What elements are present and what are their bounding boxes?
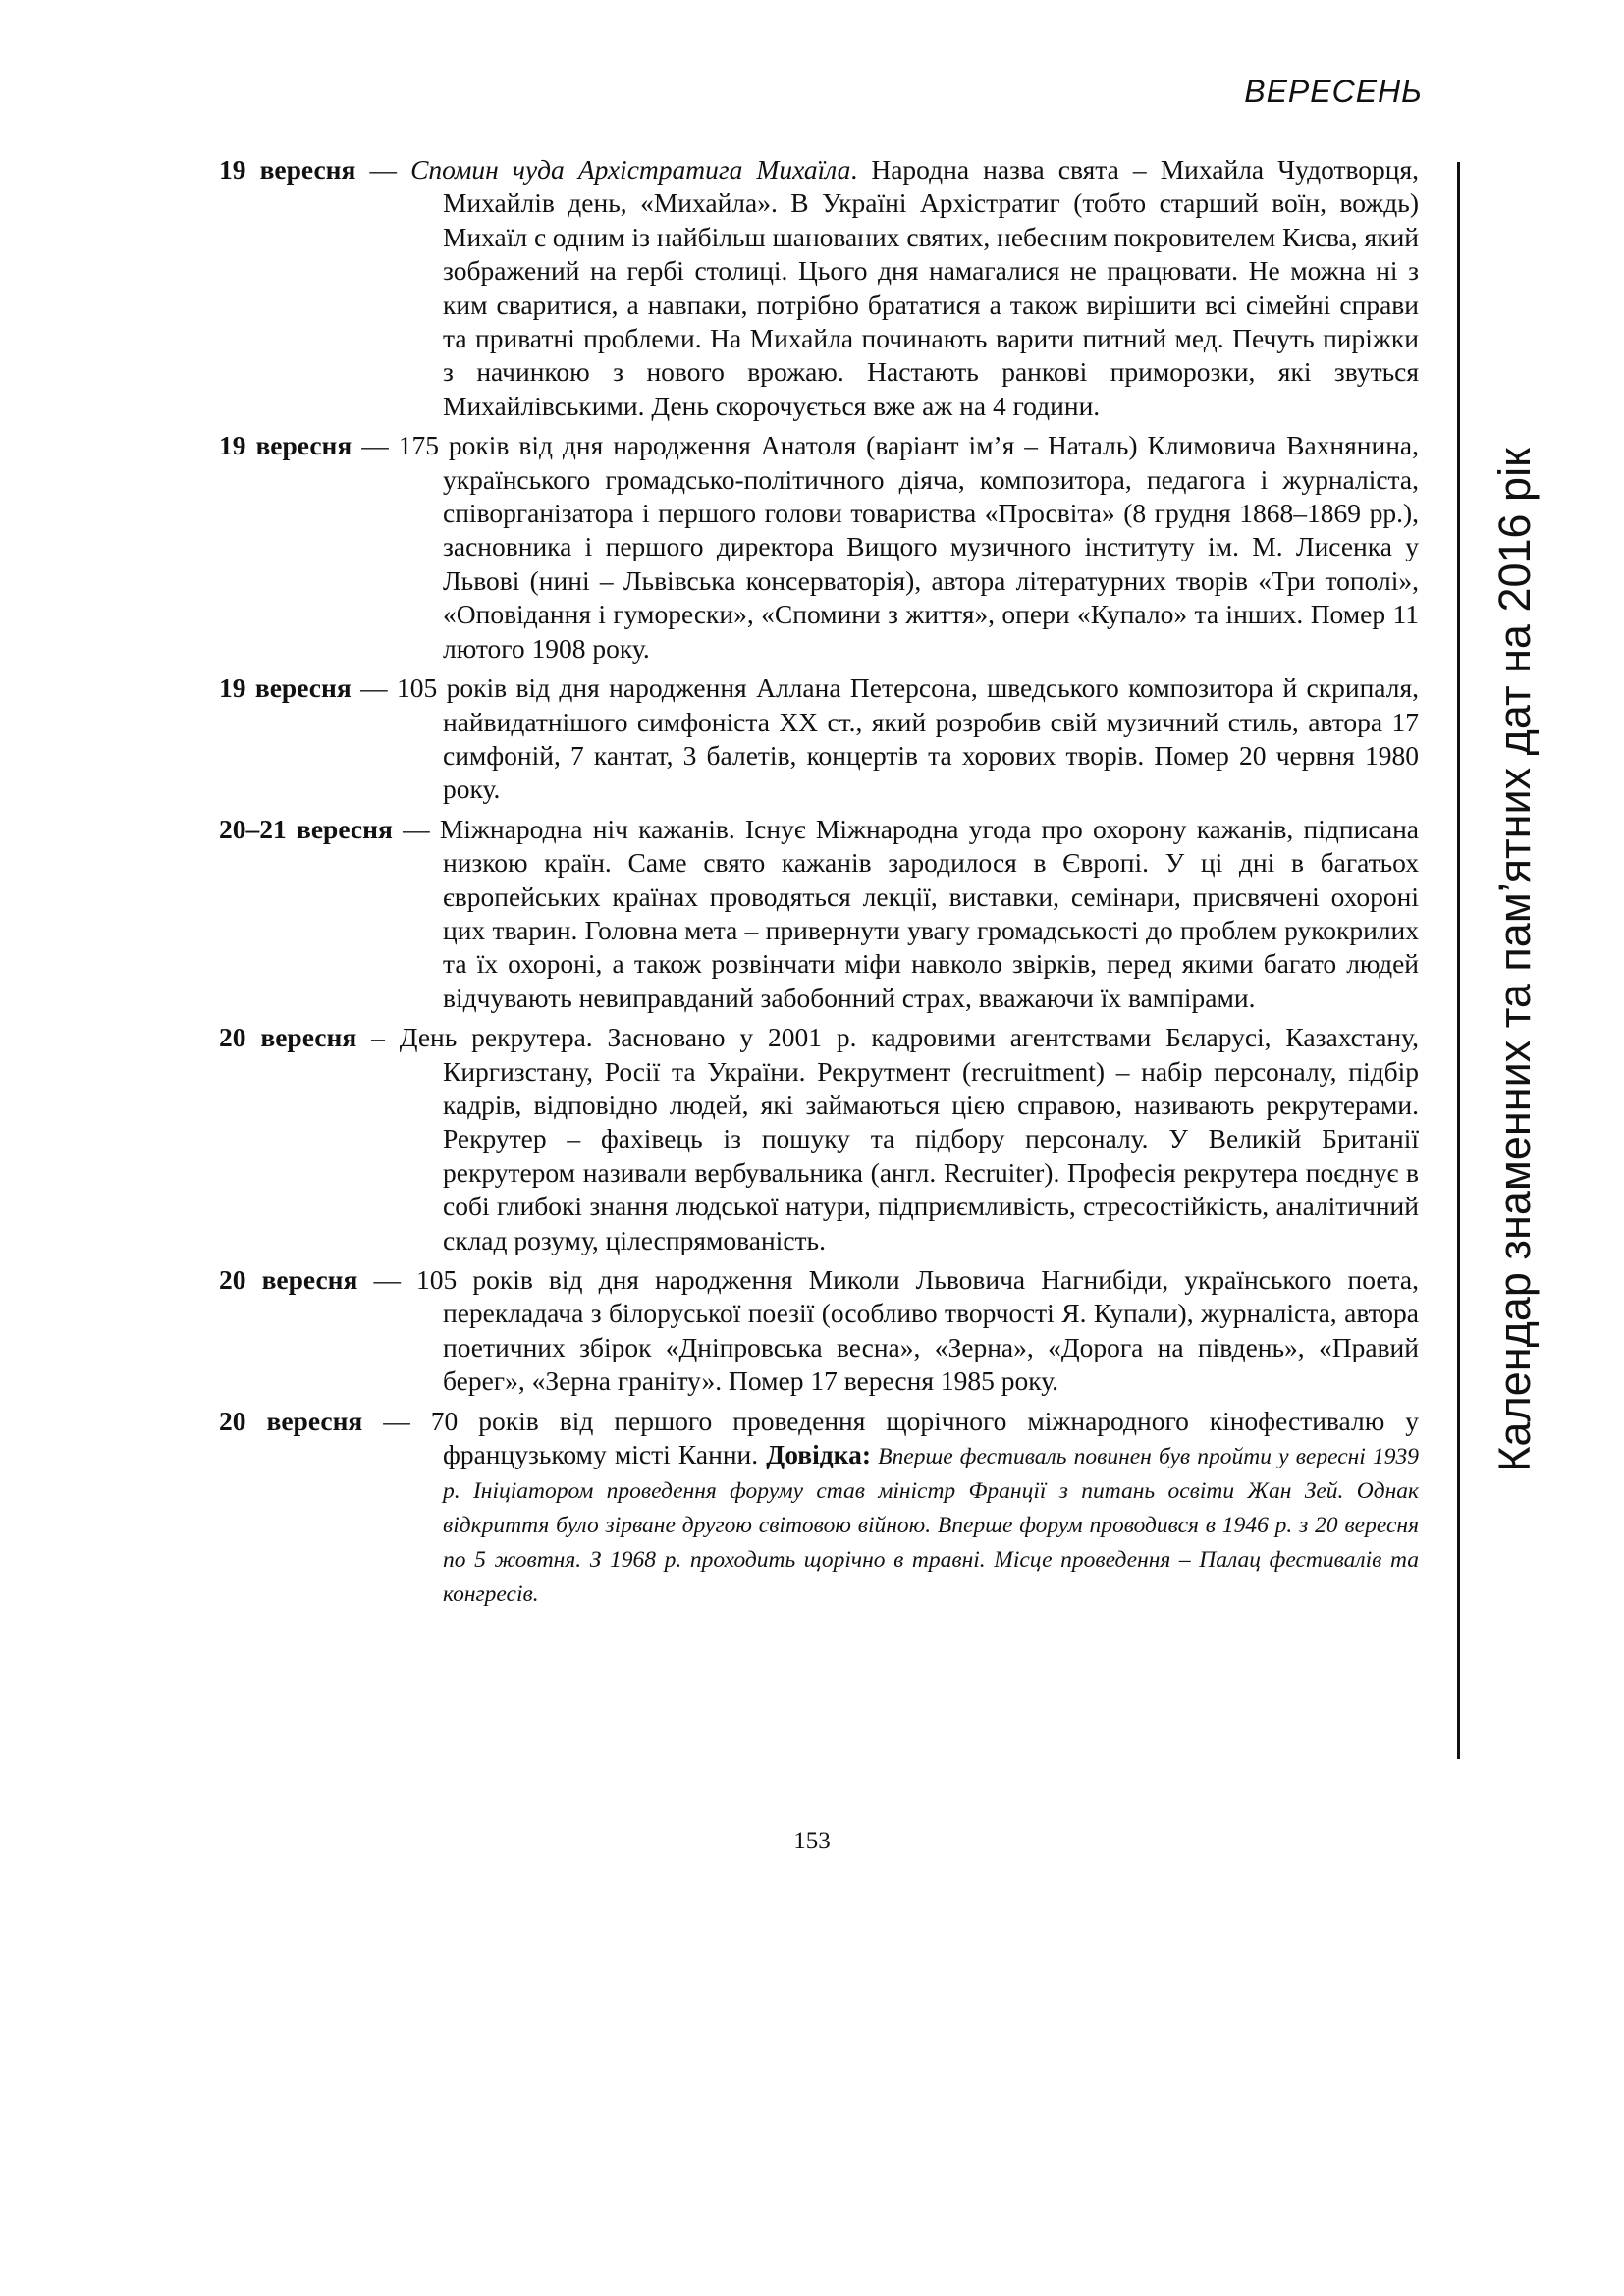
entry-date: 19 вересня — [219, 154, 356, 185]
entry-date: 19 вересня — [219, 672, 352, 704]
entry-dash: – — [356, 1022, 400, 1053]
entry-text: 175 років від дня народження Анатоля (варіант ім’я – Наталь) Климовича Вахнянина, українського громадсько-політичного діяча, композитора, педагога і журналіста, співорганізатора і першого голови товариства «Просвіта» (8 грудня 1868–1869 рр.), засновника і першого директора Вищого музичного інституту ім. М. Лисенка у Львові (нині – Львівська консерваторія), автора літературних творів «Три тополі», «Оповідання і гуморески», «Спомини з життя», опери «Купало» та інших. Помер 11 лютого 1908 року. — [398, 430, 1420, 664]
calendar-entry-bat-night — [219, 813, 1419, 1015]
calendar-entry-recruiter-day — [219, 1021, 1419, 1257]
reference-note: Вперше фестиваль повинен був пройти у вересні 1939 р. Ініціатором проведення форуму став міністр Франції з питань освіти Жан Зей. Однак відкриття було зірване другою світовою війною. Вперше форум проводився в 1946 р. з 20 вересня по 5 жовтня. З 1968 р. проходить щорічно в травні. Місце проведення – Палац фестивалів та конгресів. — [443, 1444, 1419, 1608]
entry-date: 20 вересня — [219, 1264, 358, 1295]
entry-date: 20 вересня — [219, 1022, 357, 1053]
entry-dash: — — [351, 672, 397, 704]
entry-text: 105 років від дня народження Миколи Львовича Нагнибіди, українського поета, перекладача з білоруської поезії (особливо творчості Я. Купали), журналіста, автора поетичних збірок «Дніпровська весна», «Зерна», «Дорога на південь», «Правий берег», «Зерна граніту». Помер 17 вересня 1985 року. — [416, 1264, 1419, 1397]
entry-dash: — — [392, 813, 440, 844]
running-title: ВЕРЕСЕНЬ — [1244, 74, 1423, 109]
entry-text: День рекрутера. Засновано у 2001 р. кадровими агентствами Бєларусі, Казахстану, Киргизстану, Росії та України. Рекрутмент (recruitment) – набір персоналу, підбір кадрів, відповідно людей, які займаються цією справою, називають рекрутерами. Рекрутер – фахівець із пошуку та підбору персоналу. У Великій Британії рекрутером називали вербувальника (англ. Recruiter). Професія рекрутера поєднує в собі глибокі знання людської натури, підприємливість, стресостійкість, аналітичний склад розуму, цілеспрямованість. — [399, 1022, 1420, 1255]
entry-text: 105 років від дня народження Аллана Петерсона, шведського композитора й скрипаля, найвидатнішого симфоніста ХХ ст., який розробив свій музичний стиль, автора 17 симфоній, 7 кантат, 3 балетів, концертів та хорових творів. Помер 20 червня 1980 року. — [396, 672, 1419, 805]
calendar-entries — [219, 153, 1419, 1616]
entry-dash: — — [357, 1264, 417, 1295]
entry-dash: — — [362, 1405, 431, 1436]
entry-date: 19 вересня — [219, 430, 352, 461]
calendar-entry-nahnybida — [219, 1263, 1419, 1399]
entry-date: 20–21 вересня — [219, 813, 393, 844]
calendar-entry-vakhnianyn — [219, 429, 1419, 666]
entry-text: 70 років від першого проведення щорічного міжнародного кінофестивалю у французькому місті Канни. — [430, 1405, 1419, 1470]
reference-label: Довідка: — [766, 1439, 872, 1470]
page-number: 153 — [793, 1828, 831, 1854]
entry-title: Спомин чуда Архістратига Михаїла — [410, 154, 851, 185]
calendar-entry-cannes-festival — [219, 1405, 1419, 1610]
entry-date: 20 вересня — [219, 1405, 363, 1436]
calendar-entry-pettersson — [219, 671, 1419, 807]
calendar-entry-archangel-michael — [219, 153, 1419, 423]
side-title: Календар знаменних та пам’ятних дат на 2016 рік — [1489, 448, 1540, 1472]
entry-dash: — — [355, 154, 411, 185]
entry-text: . Народна назва свята – Михайла Чудотворця, Михайлів день, «Михайла». В Україні Архістратиг (тобто старший воїн, вождь) Михаїл є одним із найбільш шанованих святих, небесним покровителем Києва, який зображений на гербі столиці. Цього дня намагалися не працювати. Не можна ні з ким сваритися, а навпаки, потрібно брататися а також вирішити всі сімейні справи та приватні проблеми. На Михайла починають варити питний мед. Печуть пиріжки з начинкою з нового врожаю. Настають ранкові приморозки, які звуться Михайлівськими. День скорочується вже аж на 4 години. — [443, 154, 1420, 421]
entry-text: Міжнародна ніч кажанів. Існує Міжнародна угода про охорону кажанів, підписана низкою країн. Саме свято кажанів зародилося в Європі. У ці дні в багатьох європейських країнах проводяться лекції, виставки, семінари, присвячені охороні цих тварин. Головна мета – привернути увагу громадськості до проблем рукокрилих та їх охороні, а також розвінчати міфи навколо звірків, перед якими багато людей відчувають невиправданий забобонний страх, вважаючи їх вампірами. — [439, 813, 1420, 1013]
entry-dash: — — [352, 430, 399, 461]
side-rule — [1457, 162, 1460, 1759]
